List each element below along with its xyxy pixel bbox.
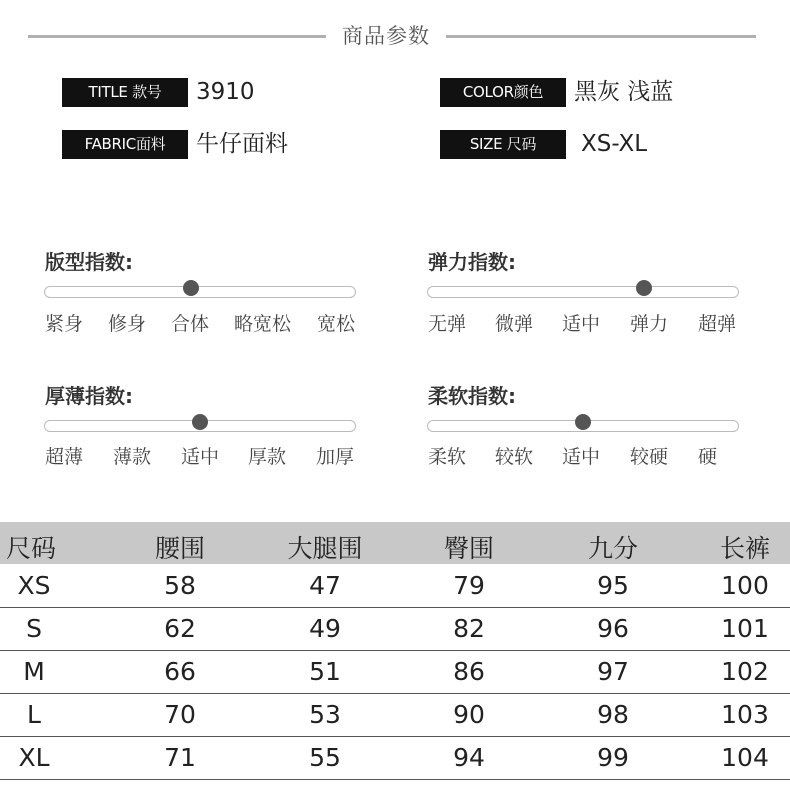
thickness-index-label: 加厚 [316,446,355,468]
stretch-index-title: 弹力指数: [428,250,516,274]
table-cell: 47 [309,571,341,600]
stretch-index-label: 适中 [562,313,601,335]
table-header-cell: 尺码 [6,534,57,563]
row-divider [0,693,790,694]
thickness-index-label: 厚款 [248,446,287,468]
stretch-index-track [427,286,739,298]
row-divider [0,607,790,608]
softness-index-label: 硬 [698,446,718,468]
fabric-tag: FABRIC面料 [62,130,188,159]
fabric-value: 牛仔面料 [196,131,288,157]
table-cell: 99 [597,743,629,772]
table-cell: 71 [164,743,196,772]
stretch-index-label: 无弹 [428,313,467,335]
stretch-index-marker [636,280,652,296]
table-cell: 95 [597,571,629,600]
fit-index-title: 版型指数: [45,250,133,274]
softness-index-title: 柔软指数: [428,384,516,408]
thickness-index-marker [192,414,208,430]
thickness-index-label: 薄款 [113,446,152,468]
thickness-index-label: 适中 [181,446,220,468]
fit-index-track [44,286,356,298]
table-cell: 51 [309,657,341,686]
color-tag: COLOR颜色 [440,78,566,107]
table-cell: 55 [309,743,341,772]
softness-index-label: 较软 [495,446,534,468]
table-cell: 79 [453,571,485,600]
section-title: 商品参数 [342,24,430,48]
row-divider [0,650,790,651]
table-cell: 100 [721,571,769,600]
fit-index-label: 修身 [108,313,147,335]
color-value: 黑灰 浅蓝 [574,79,674,105]
table-header-cell: 长裤 [719,534,770,563]
stretch-index-label: 弹力 [630,313,669,335]
softness-index-label: 柔软 [428,446,467,468]
row-divider [0,736,790,737]
table-cell: 58 [164,571,196,600]
table-header-cell: 九分 [587,534,638,563]
table-cell: 49 [309,614,341,643]
table-cell: 102 [721,657,769,686]
size-value: XS-XL [581,131,648,157]
fit-index-label: 略宽松 [234,313,292,335]
table-cell: 66 [164,657,196,686]
header-rule-left [28,35,326,38]
table-cell-size: S [26,614,42,643]
table-cell: 62 [164,614,196,643]
size-tag: SIZE 尺码 [440,130,566,159]
softness-index-marker [575,414,591,430]
title-value: 3910 [196,79,255,105]
thickness-index-title: 厚薄指数: [45,384,133,408]
table-cell: 53 [309,700,341,729]
title-tag: TITLE 款号 [62,78,188,107]
table-cell: 103 [721,700,769,729]
softness-index-label: 适中 [562,446,601,468]
thickness-index-label: 超薄 [45,446,84,468]
stretch-index-label: 微弹 [495,313,534,335]
table-cell: 90 [453,700,485,729]
table-cell: 104 [721,743,769,772]
table-cell: 98 [597,700,629,729]
stretch-index-label: 超弹 [698,313,737,335]
table-header-cell: 臀围 [443,534,494,563]
fit-index-marker [183,280,199,296]
table-cell: 101 [721,614,769,643]
table-cell: 96 [597,614,629,643]
header-rule-right [446,35,756,38]
row-divider [0,779,790,780]
table-header-cell: 腰围 [154,534,205,563]
softness-index-label: 较硬 [630,446,669,468]
table-cell: 86 [453,657,485,686]
table-cell: 94 [453,743,485,772]
table-cell: 70 [164,700,196,729]
table-cell-size: XS [17,571,51,600]
fit-index-label: 合体 [171,313,210,335]
table-cell: 97 [597,657,629,686]
fit-index-label: 宽松 [317,313,356,335]
fit-index-label: 紧身 [45,313,84,335]
table-cell-size: L [27,700,41,729]
table-cell: 82 [453,614,485,643]
table-cell-size: M [23,657,45,686]
table-cell-size: XL [18,743,50,772]
table-header-cell: 大腿围 [287,534,363,563]
